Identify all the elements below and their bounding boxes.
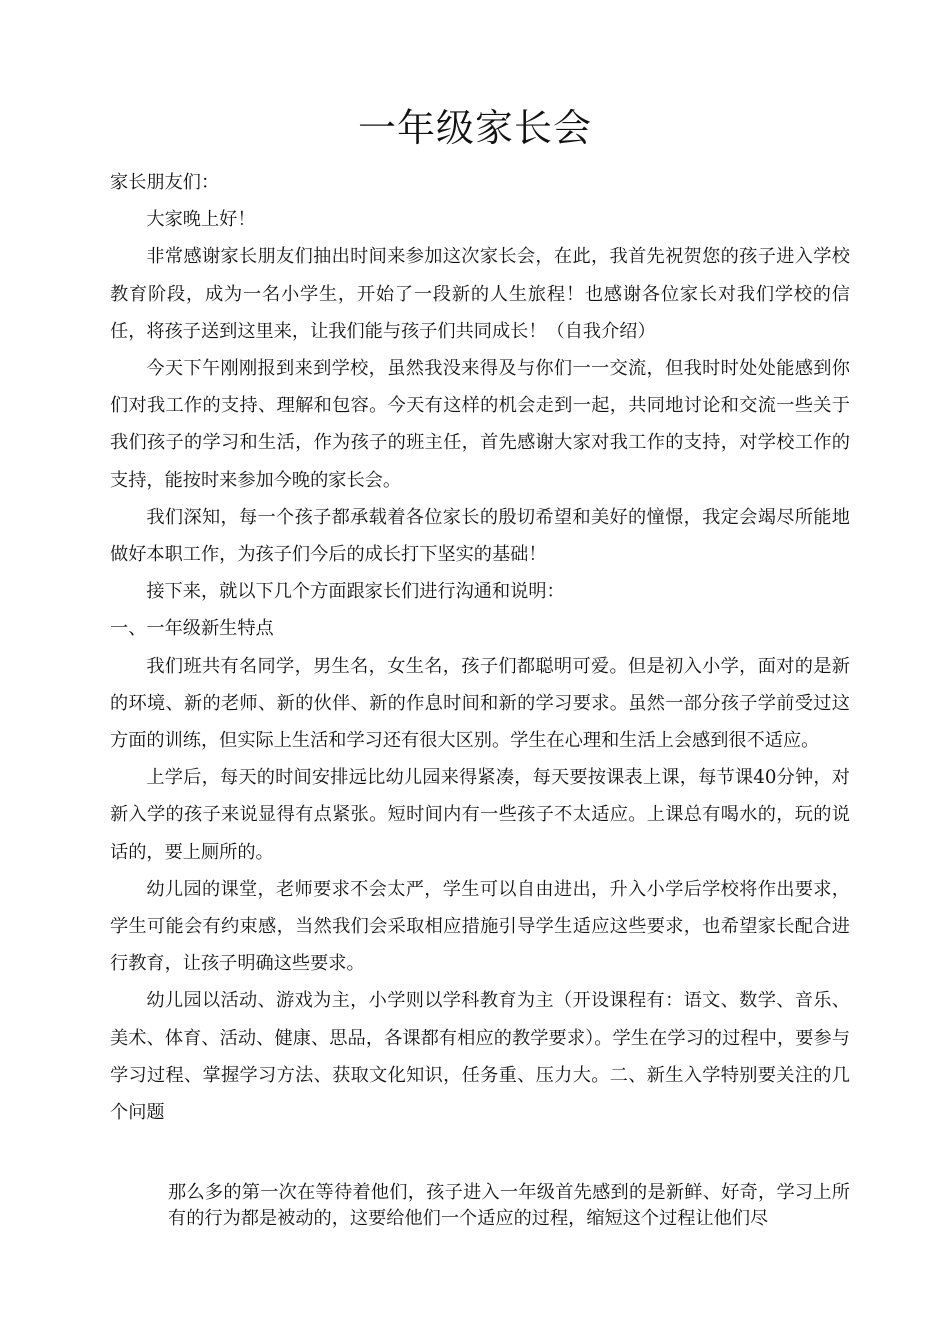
document-title: 一年级家长会 <box>357 106 592 150</box>
paragraph-curriculum: 幼儿园以活动、游戏为主，小学则以学科教育为主（开设课程有：语文、数学、音乐、美术、体育、活动、健康、思品，各课都有相应的教学要求）。学生在学习的过程中，要参与学习过程、掌握学习方法、获取文化知识，任务重、压力大。二、新生入学特别要关注的几个问题 <box>110 990 850 1124</box>
paragraph-agenda: 接下来，就以下几个方面跟家长们进行沟通和说明： <box>146 581 565 603</box>
paragraph-commitment: 我们深知，每一个孩子都承载着各位家长的殷切希望和美好的憧憬，我定会竭尽所能地做好本职工作，为孩子们今后的成长打下坚实的基础！ <box>110 506 850 566</box>
paragraph-thanks: 非常感谢家长朋友们抽出时间来参加这次家长会，在此，我首先祝贺您的孩子进入学校教育阶段，成为一名小学生，开始了一段新的人生旅程！也感谢各位家长对我们学校的信任，将孩子送到这里来，让我们能与孩子们共同成长！（自我介绍） <box>110 246 850 342</box>
paragraph-classroom-rules: 幼儿园的课堂，老师要求不会太严，学生可以自由进出，升入小学后学校将作出要求，学生可能会有约束感，当然我们会采取相应措施引导学生适应这些要求，也希望家长配合进行教育，让孩子明确这些要求。 <box>110 878 850 975</box>
document-body <box>110 164 850 1131</box>
section-heading-1: 一、一年级新生特点 <box>110 618 274 640</box>
paragraph-closing: 那么多的第一次在等待着他们，孩子进入一年级首先感到的是新鲜、好奇，学习上所有的行为都是被动的，这要给他们一个适应的过程，缩短这个过程让他们尽 <box>168 1182 850 1229</box>
closing-block <box>168 1180 850 1232</box>
greeting: 家长朋友们： <box>110 172 220 193</box>
paragraph-opening: 大家晚上好！ <box>146 209 256 231</box>
paragraph-introduction: 今天下午刚刚报到来到学校，虽然我没来得及与你们一一交流，但我时时处处能感到你们对我工作的支持、理解和包容。今天有这样的机会走到一起，共同地讨论和交流一些关于我们孩子的学习和生活，作为孩子的班主任，首先感谢大家对我工作的支持，对学校工作的支持，能按时来参加今晚的家长会。 <box>110 358 850 491</box>
paragraph-class-info: 我们班共有名同学，男生名，女生名，孩子们都聪明可爱。但是初入小学，面对的是新的环境、新的老师、新的伙伴、新的作息时间和新的学习要求。虽然一部分孩子学前受过这方面的训练，但实际上生活和学习还有很大区别。学生在心理和生活上会感到很不适应。 <box>110 655 850 752</box>
paragraph-schedule: 上学后，每天的时间安排远比幼儿园来得紧凑，每天要按课表上课，每节课40分钟，对新入学的孩子来说显得有点紧张。短时间内有一些孩子不太适应。上课总有喝水的，玩的说话的，要上厕所的。 <box>110 767 850 863</box>
